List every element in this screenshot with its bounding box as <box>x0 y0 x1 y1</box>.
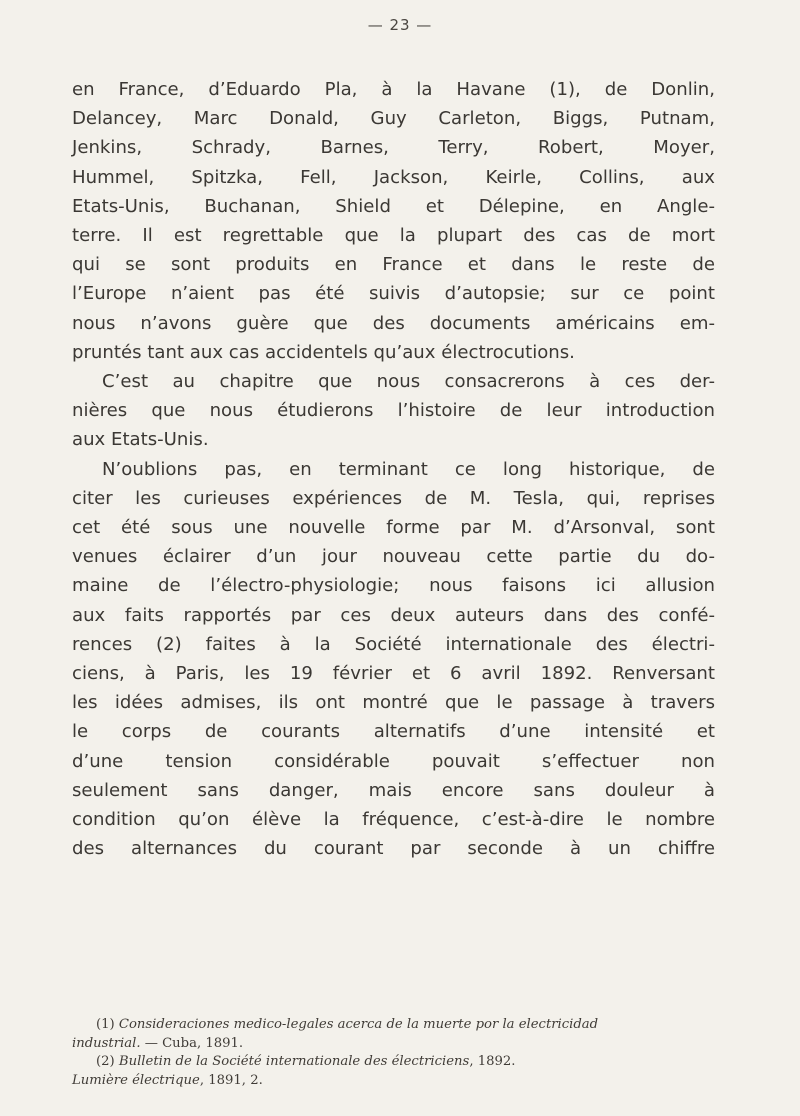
text-line: aux faits rapportés par ces deux auteurs dans des confé- <box>72 604 715 626</box>
text-line: cet été sous une nouvelle forme par M. d’Arsonval, sont <box>72 517 715 539</box>
footnote-text: , 1892. <box>469 1054 516 1069</box>
paragraph <box>72 455 715 864</box>
footnotes <box>72 1016 715 1090</box>
text-line: Etats-Unis, Buchanan, Shield et Délepine, en Angle- <box>72 195 715 217</box>
text-line: rences (2) faites à la Société internationale des électri- <box>72 633 715 655</box>
footnote-text: — Cuba, 1891. <box>140 1035 244 1051</box>
footnote-title: Consideraciones medico-legales acerca de la muerte por la electricidad <box>118 1017 599 1032</box>
text-line: des alternances du courant par seconde à un chiffre <box>72 838 715 860</box>
footnote-marker: (2) <box>96 1054 115 1069</box>
footnote-2-continued <box>72 1072 715 1091</box>
text-line: Hummel, Spitzka, Fell, Jackson, Keirle, Collins, aux <box>72 166 715 188</box>
text-line: en France, d’Eduardo Pla, à la Havane (1), de Donlin, <box>72 79 715 100</box>
text-line: maine de l’électro-physiologie; nous faisons ici allusion <box>72 575 715 597</box>
text-line: aux Etats-Unis. <box>72 429 209 451</box>
text-line: terre. Il est regrettable que la plupart des cas de mort <box>72 225 715 247</box>
text-line: les idées admises, ils ont montré que le passage à travers <box>72 692 715 714</box>
footnote-2 <box>72 1053 715 1072</box>
text-line: C’est au chapitre que nous consacrerons à ces der- <box>102 371 715 393</box>
footnote-title: Lumière électrique <box>72 1072 200 1088</box>
paragraph <box>72 75 715 367</box>
text-line: nières que nous étudierons l’histoire de leur introduction <box>72 400 715 422</box>
footnote-title: industrial. <box>72 1035 141 1051</box>
footnote-text: , 1891, 2. <box>199 1072 263 1088</box>
text-line: Delancey, Marc Donald, Guy Carleton, Biggs, Putnam, <box>72 108 715 130</box>
page-number: — 23 — <box>367 16 433 34</box>
text-line: venues éclairer d’un jour nouveau cette partie du do- <box>72 546 715 568</box>
paragraph <box>72 367 715 455</box>
text-line: seulement sans danger, mais encore sans douleur à <box>72 779 715 801</box>
footnote-1 <box>72 1016 715 1035</box>
footnote-marker: (1) <box>96 1017 115 1032</box>
footnote-title: Bulletin de la Société internationale des électriciens <box>118 1054 470 1069</box>
text-line: Jenkins, Schrady, Barnes, Terry, Robert, Moyer, <box>72 137 715 159</box>
text-line: l’Europe n’aient pas été suivis d’autopsie; sur ce point <box>72 283 715 305</box>
body-text <box>72 75 715 863</box>
text-line: N’oublions pas, en terminant ce long historique, de <box>102 458 715 480</box>
text-line: ciens, à Paris, les 19 février et 6 avril 1892. Renversant <box>72 663 715 685</box>
footnote-1-continued <box>72 1035 715 1054</box>
text-line: condition qu’on élève la fréquence, c’est-à-dire le nombre <box>72 809 715 831</box>
text-line: d’une tension considérable pouvait s’effectuer non <box>72 750 715 772</box>
text-line: citer les curieuses expériences de M. Tesla, qui, reprises <box>72 487 715 509</box>
text-line: le corps de courants alternatifs d’une intensité et <box>72 721 715 743</box>
text-line: nous n’avons guère que des documents américains em- <box>72 312 715 334</box>
text-line: qui se sont produits en France et dans le reste de <box>72 254 715 276</box>
text-line: pruntés tant aux cas accidentels qu’aux électrocutions. <box>72 341 575 363</box>
